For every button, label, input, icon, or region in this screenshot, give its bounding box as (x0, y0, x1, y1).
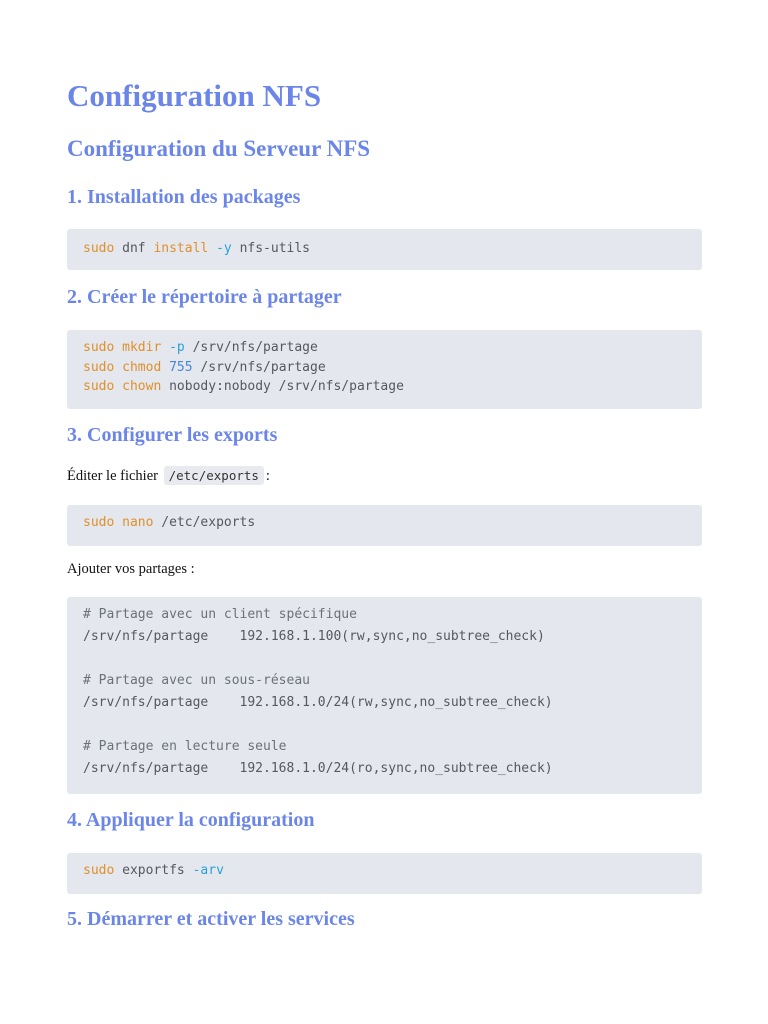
section-subtitle: Configuration du Serveur NFS (67, 136, 371, 161)
heading-start-services: 5. Démarrer et activer les services (67, 908, 355, 930)
code-line: /srv/nfs/partage 192.168.1.0/24(rw,sync,no_subtree_check) (83, 695, 553, 710)
code-block-exports[interactable] (67, 597, 702, 794)
inline-code-path: /etc/exports (164, 466, 264, 485)
code-line: sudo chown nobody:nobody /srv/nfs/partage (83, 379, 404, 394)
heading-installation: 1. Installation des packages (67, 186, 301, 208)
code-block-mkdir[interactable] (67, 330, 702, 409)
code-line: sudo nano /etc/exports (83, 515, 256, 530)
heading-configure-exports: 3. Configurer les exports (67, 424, 278, 446)
code-block-exportfs[interactable] (67, 853, 702, 894)
code-line: sudo exportfs -arv (83, 863, 224, 878)
code-comment: # Partage en lecture seule (83, 739, 287, 754)
heading-create-directory: 2. Créer le répertoire à partager (67, 286, 342, 308)
code-line: sudo chmod 755 /srv/nfs/partage (83, 359, 326, 375)
code-line: sudo dnf install -y nfs-utils (83, 241, 311, 256)
paragraph-add-shares: Ajouter vos partages : (67, 561, 195, 577)
code-block-install[interactable] (67, 229, 702, 270)
page-title: Configuration NFS (67, 78, 322, 113)
code-comment: # Partage avec un sous-réseau (83, 673, 310, 688)
code-comment: # Partage avec un client spécifique (83, 607, 357, 622)
code-line: sudo mkdir -p /srv/nfs/partage (83, 340, 318, 355)
paragraph-edit-file: Éditer le fichier /etc/exports : (67, 468, 270, 484)
code-line: /srv/nfs/partage 192.168.1.100(rw,sync,no_subtree_check) (83, 629, 545, 644)
heading-apply-config: 4. Appliquer la configuration (67, 809, 315, 831)
code-line: /srv/nfs/partage 192.168.1.0/24(ro,sync,no_subtree_check) (83, 761, 553, 776)
code-block-nano[interactable] (67, 505, 702, 546)
